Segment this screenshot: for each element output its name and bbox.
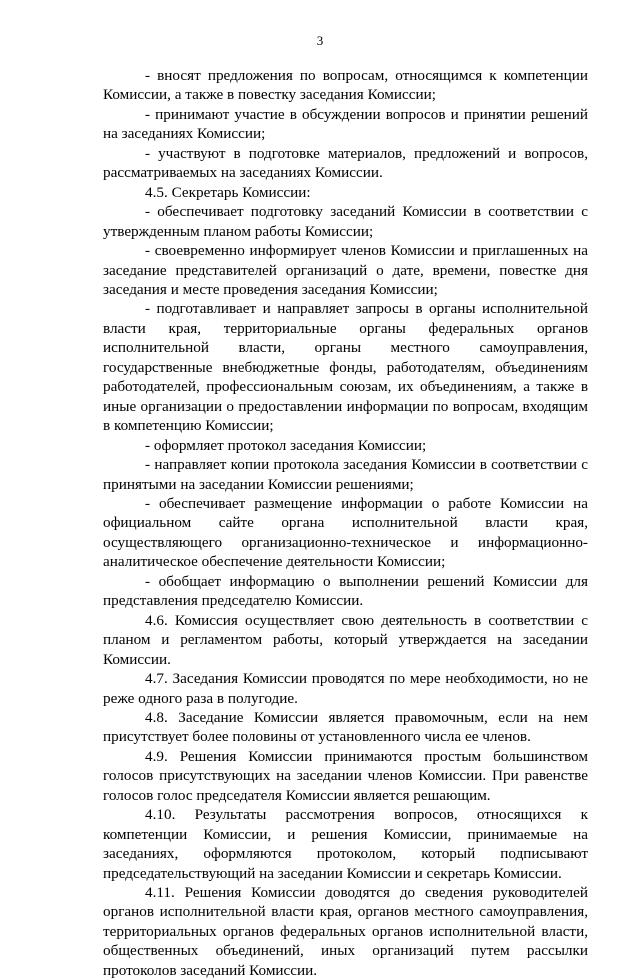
paragraph-7: - подготавливает и направляет запросы в органы исполнительной власти края, территориальные органы федеральных органов исполнительной власти, органы местного самоуправления, государственные внебюджетные фонды, работодателям, объединениям работодателей, профессиональным союзам, их объединениям, а также в иные организации о предоставлении информации по вопросам, входящим в компетенцию Комиссии; xyxy=(103,300,588,435)
clause-4-10: 4.10. Результаты рассмотрения вопросов, относящихся к компетенции Комиссии, и решения Комиссии, принимаемые на заседаниях, оформляются протоколом, который подписывают председательствующий на заседании Комиссии и секретарь Комиссии. xyxy=(103,806,588,882)
paragraph-6: - своевременно информирует членов Комиссии и приглашенных на заседание представителей организаций о дате, времени, повестке дня заседания и месте проведения заседания Комиссии; xyxy=(103,242,588,298)
clause-4-7: 4.7. Заседания Комиссии проводятся по мере необходимости, но не реже одного раза в полугодие. xyxy=(103,670,588,707)
paragraph-9: - направляет копии протокола заседания Комиссии в соответствии с принятыми на заседании Комиссии решениями; xyxy=(103,456,588,493)
section-heading-4-5: 4.5. Секретарь Комиссии: xyxy=(145,183,311,201)
paragraph-5: - обеспечивает подготовку заседаний Комиссии в соответствии с утвержденным планом работы Комиссии; xyxy=(103,203,588,240)
clause-4-8: 4.8. Заседание Комиссии является правомочным, если на нем присутствует более половины от установленного числа ее членов. xyxy=(103,708,588,746)
clause-4-9: 4.9. Решения Комиссии принимаются простым большинством голосов присутствующих на заседании членов Комиссии. При равенстве голосов голос председателя Комиссии является решающим. xyxy=(103,747,588,804)
clause-4-6: 4.6. Комиссия осуществляет свою деятельность в соответствии с планом и регламентом работы, который утверждается на заседании Комиссии. xyxy=(103,611,588,668)
paragraph-3: - участвуют в подготовке материалов, предложений и вопросов, рассматриваемых на заседаниях Комиссии. xyxy=(103,144,588,182)
page-number: 3 xyxy=(316,33,324,48)
paragraph-1: - вносят предложения по вопросам, относящимся к компетенции Комиссии, а также в повестку заседания Комиссии; xyxy=(103,67,588,104)
document-body xyxy=(103,66,588,980)
paragraph-11: - обобщает информацию о выполнении решений Комиссии для представления председателю Комиссии. xyxy=(103,572,588,610)
paragraph-8: - оформляет протокол заседания Комиссии; xyxy=(145,436,427,454)
paragraph-2: - принимают участие в обсуждении вопросов и принятии решений на заседаниях Комиссии; xyxy=(103,105,588,143)
clause-4-11: 4.11. Решения Комиссии доводятся до сведения руководителей органов исполнительной власти края, органов местного самоуправления, территориальных органов федеральных органов исполнительной власти, общественных объединений, иных организаций путем рассылки протоколов заседаний Комиссии. xyxy=(103,884,588,979)
paragraph-10: - обеспечивает размещение информации о работе Комиссии на официальном сайте органа исполнительной власти края, осуществляющего организационно-техническое и информационно-аналитическое обеспечение деятельности Комиссии; xyxy=(103,494,588,571)
